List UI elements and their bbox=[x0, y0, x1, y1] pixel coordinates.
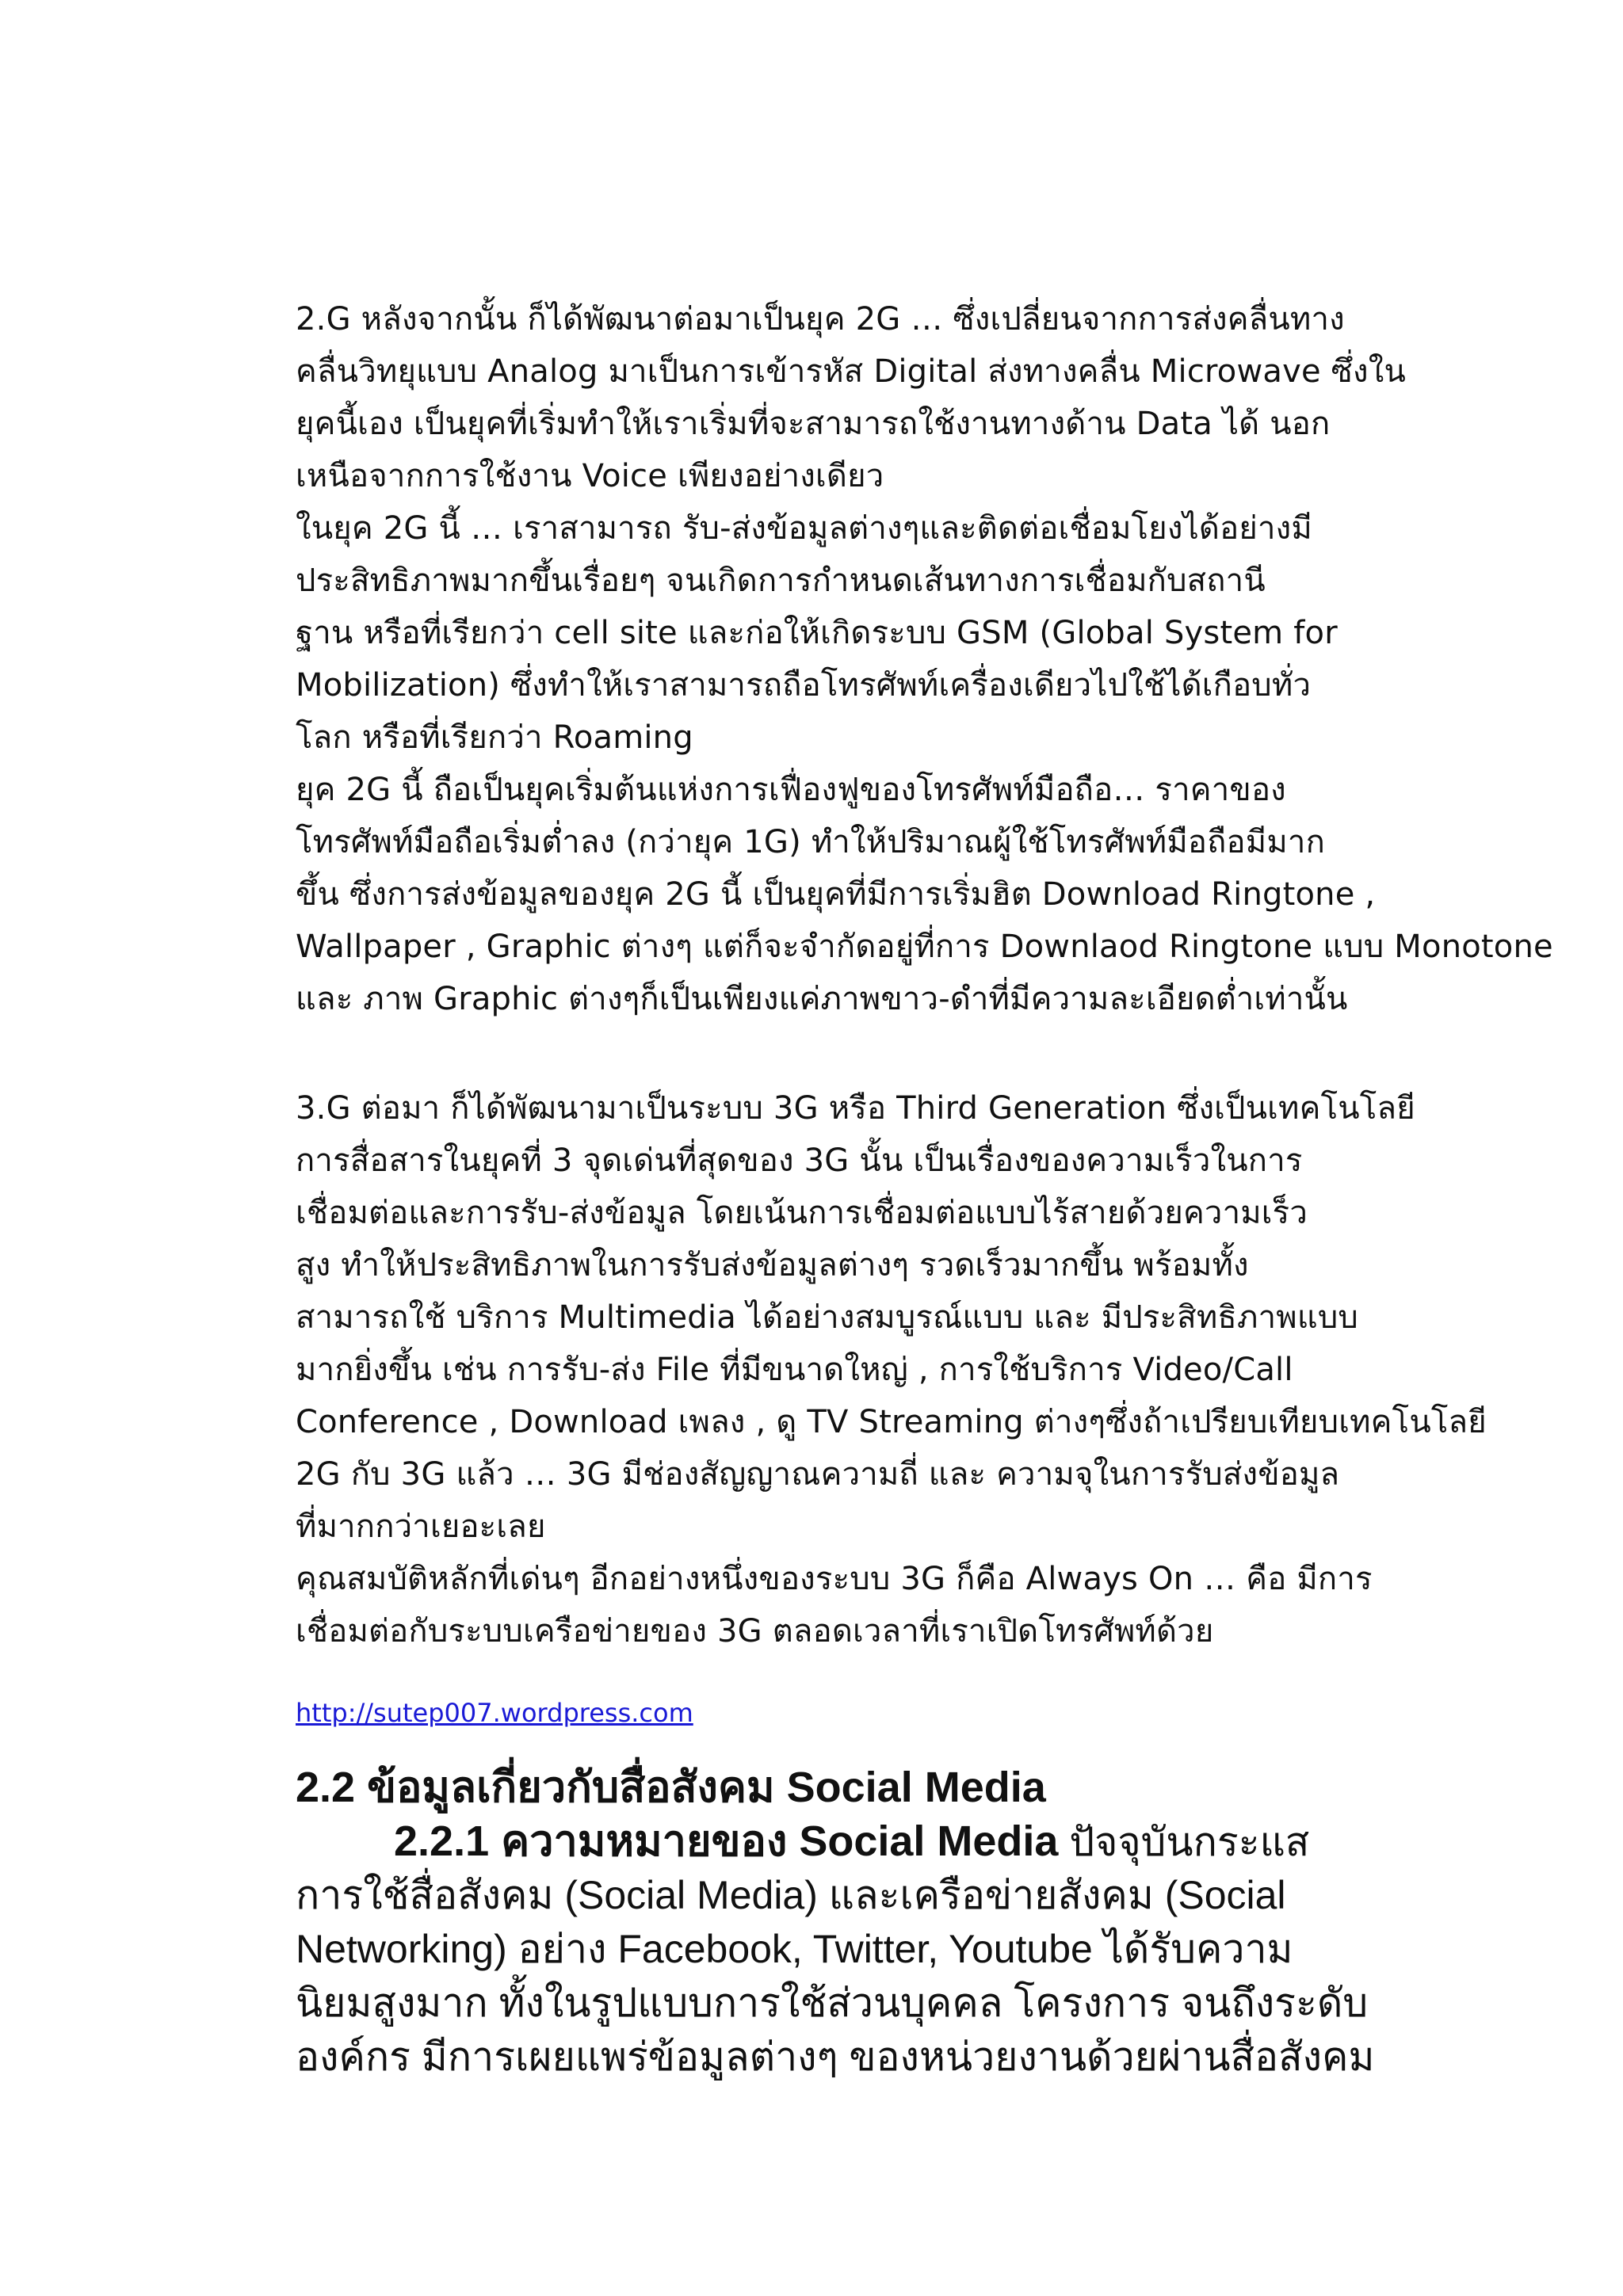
paragraph-line: ขึ้น ซึ่งการส่งข้อมูลของยุค 2G นี้ เป็นยุคที่มีการเริ่มฮิต Download Ringtone , bbox=[296, 876, 1376, 913]
paragraph-line: องค์กร มีการเผยแพร่ข้อมูลต่างๆ ของหน่วยงานด้วยผ่านสื่อสังคม bbox=[296, 2035, 1375, 2079]
paragraph-line: ยุคนี้เอง เป็นยุคที่เริ่มทำให้เราเริ่มที่จะสามารถใช้งานทางด้าน Data ได้ นอก bbox=[296, 406, 1331, 442]
paragraph-line: การสื่อสารในยุคที่ 3 จุดเด่นที่สุดของ 3G นั้น เป็นเรื่องของความเร็วในการ bbox=[296, 1142, 1303, 1179]
paragraph-line: Mobilization) ซึ่งทำให้เราสามารถถือโทรศัพท์เครื่องเดียวไปใช้ได้เกือบทั่ว bbox=[296, 667, 1312, 704]
paragraph-line: นิยมสูงมาก ทั้งในรูปแบบการใช้ส่วนบุคคล โครงการ จนถึงระดับ bbox=[296, 1981, 1369, 2025]
paragraph-line: ที่มากกว่าเยอะเลย bbox=[296, 1508, 546, 1545]
section-heading: 2.2 ข้อมูลเกี่ยวกับสื่อสังคม Social Media bbox=[296, 1764, 1046, 1811]
paragraph-line: โทรศัพท์มือถือเริ่มต่ำลง (กว่ายุค 1G) ทำให้ปริมาณผู้ใช้โทรศัพท์มือถือมีมาก bbox=[296, 824, 1325, 860]
paragraph-line: เหนือจากการใช้งาน Voice เพียงอย่างเดียว bbox=[296, 458, 884, 494]
paragraph-line: 2G กับ 3G แล้ว … 3G มีช่องสัญญาณความถี่ และ ความจุในการรับส่งข้อมูล bbox=[296, 1456, 1340, 1493]
source-link[interactable]: http://sutep007.wordpress.com bbox=[296, 1698, 693, 1728]
paragraph-line: เชื่อมต่อกับระบบเครือข่ายของ 3G ตลอดเวลาที่เราเปิดโทรศัพท์ด้วย bbox=[296, 1613, 1214, 1650]
paragraph-line: ในยุค 2G นี้ … เราสามารถ รับ-ส่งข้อมูลต่างๆและติดต่อเชื่อมโยงได้อย่างมี bbox=[296, 510, 1312, 547]
paragraph-line: การใช้สื่อสังคม (Social Media) และเครือข่ายสังคม (Social bbox=[296, 1873, 1286, 1917]
paragraph-line: Wallpaper , Graphic ต่างๆ แต่ก็จะจำกัดอยู่ที่การ Downlaod Ringtone แบบ Monotone bbox=[296, 929, 1553, 965]
paragraph-line: โลก หรือที่เรียกว่า Roaming bbox=[296, 719, 693, 756]
paragraph-line: ประสิทธิภาพมากขึ้นเรื่อยๆ จนเกิดการกำหนดเส้นทางการเชื่อมกับสถานี bbox=[296, 563, 1266, 599]
paragraph-line: สูง ทำให้ประสิทธิภาพในการรับส่งข้อมูลต่างๆ รวดเร็วมากขึ้น พร้อมทั้ง bbox=[296, 1247, 1249, 1283]
paragraph-line: และ ภาพ Graphic ต่างๆก็เป็นเพียงแค่ภาพขาว-ดำที่มีความละเอียดต่ำเท่านั้น bbox=[296, 981, 1348, 1017]
subsection-first-line-text: ปัจจุบันกระแส bbox=[1058, 1820, 1310, 1864]
paragraph-line: มากยิ่งขึ้น เช่น การรับ-ส่ง File ที่มีขนาดใหญ่ , การใช้บริการ Video/Call bbox=[296, 1352, 1293, 1388]
paragraph-line: คลื่นวิทยุแบบ Analog มาเป็นการเข้ารหัส Digital ส่งทางคลื่น Microwave ซึ่งใน bbox=[296, 353, 1407, 390]
paragraph-line: 3.G ต่อมา ก็ได้พัฒนามาเป็นระบบ 3G หรือ Third Generation ซึ่งเป็นเทคโนโลยี bbox=[296, 1090, 1415, 1127]
paragraph-line: คุณสมบัติหลักที่เด่นๆ อีกอย่างหนึ่งของระบบ 3G ก็คือ Always On … คือ มีการ bbox=[296, 1561, 1373, 1597]
subsection-heading: 2.2.1 ความหมายของ Social Media bbox=[394, 1817, 1059, 1865]
subsection-first-line bbox=[394, 1814, 1309, 1869]
paragraph-line: เชื่อมต่อและการรับ-ส่งข้อมูล โดยเน้นการเชื่อมต่อแบบไร้สายด้วยความเร็ว bbox=[296, 1195, 1308, 1231]
paragraph-line: ฐาน หรือที่เรียกว่า cell site และก่อให้เกิดระบบ GSM (Global System for bbox=[296, 615, 1338, 651]
paragraph-line: Networking) อย่าง Facebook, Twitter, Youtube ได้รับความ bbox=[296, 1927, 1293, 1971]
paragraph-line: Conference , Download เพลง , ดู TV Streaming ต่างๆซึ่งถ้าเปรียบเทียบเทคโนโลยี bbox=[296, 1404, 1487, 1440]
paragraph-line: ยุค 2G นี้ ถือเป็นยุคเริ่มต้นแห่งการเฟื่องฟูของโทรศัพท์มือถือ… ราคาของ bbox=[296, 772, 1286, 808]
paragraph-line: สามารถใช้ บริการ Multimedia ได้อย่างสมบูรณ์แบบ และ มีประสิทธิภาพแบบ bbox=[296, 1299, 1358, 1336]
paragraph-line: 2.G หลังจากนั้น ก็ได้พัฒนาต่อมาเป็นยุค 2G … ซึ่งเปลี่ยนจากการส่งคลื่นทาง bbox=[296, 301, 1345, 338]
